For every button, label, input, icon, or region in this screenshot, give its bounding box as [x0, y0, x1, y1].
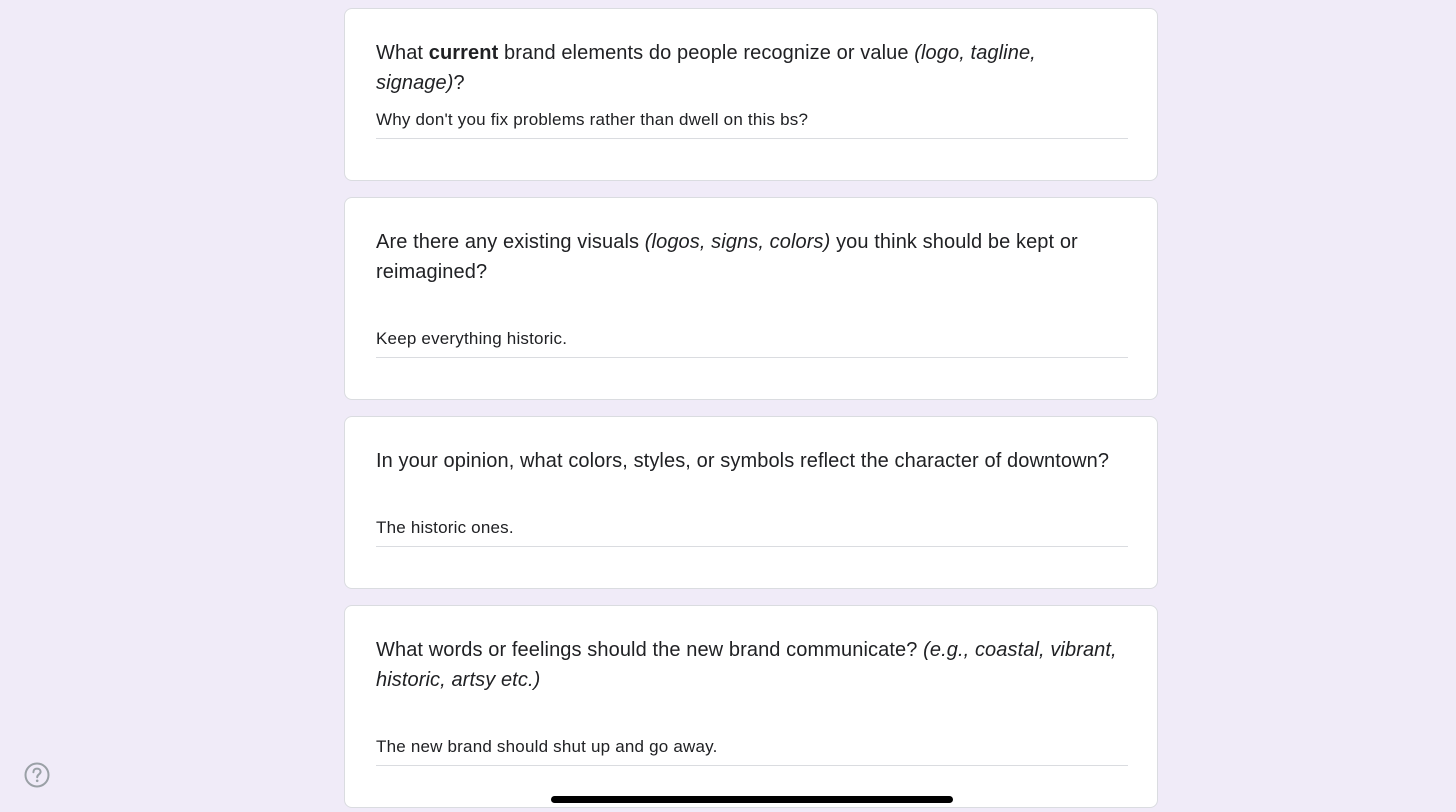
help-circle-icon[interactable] [24, 762, 50, 788]
question-hint-italic: (e.g., coastal, vibrant, historic, artsy etc.) [376, 639, 1117, 691]
question-text: you think should be kept or reimagined? [376, 231, 1078, 283]
question-emphasis-bold: current [428, 42, 499, 64]
question-card-brand-feelings [344, 605, 1158, 808]
question-hint-italic: (logo, tagline, signage) [376, 42, 1036, 94]
answer-field[interactable]: Why don't you fix problems rather than dwell on this bs? [376, 108, 1128, 139]
home-indicator-bar[interactable] [551, 796, 953, 803]
answer-field[interactable]: The new brand should shut up and go away. [376, 735, 1128, 766]
question-card-existing-visuals [344, 197, 1158, 400]
question-text: In your opinion, what colors, styles, or symbols reflect the character of downtown? [376, 450, 1110, 472]
answer-field[interactable]: The historic ones. [376, 516, 1128, 547]
question-title [376, 635, 1127, 695]
question-hint-italic: (logos, signs, colors) [644, 231, 831, 253]
question-text: brand elements do people recognize or value [498, 42, 915, 64]
question-text: ? [453, 72, 465, 94]
question-card-downtown-character [344, 416, 1158, 589]
question-text: What words or feelings should the new brand communicate? [376, 639, 924, 661]
question-card-recognized-elements [344, 8, 1158, 181]
question-text: What [376, 42, 429, 64]
question-title [376, 446, 1127, 476]
answer-field[interactable]: Keep everything historic. [376, 327, 1128, 358]
question-title [376, 38, 1127, 98]
question-text: Are there any existing visuals [376, 231, 645, 253]
question-title [376, 227, 1127, 287]
